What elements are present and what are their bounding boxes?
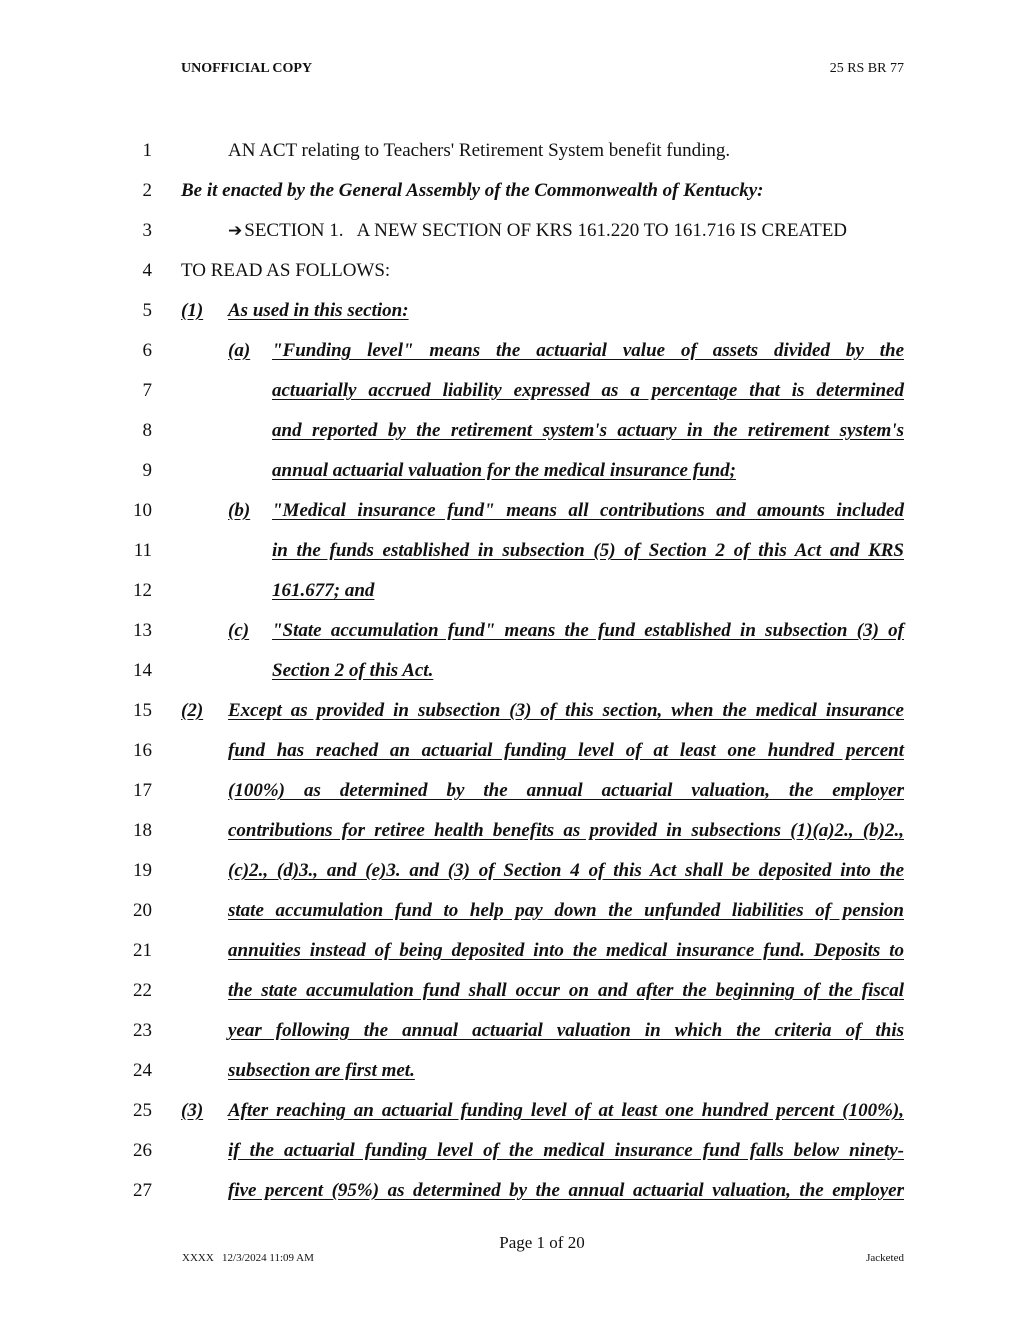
line-text: (c)2., (d)3., and (e)3. and (3) of Section 4 of this Act shall be deposited into the <box>228 860 904 881</box>
line-number: 15 <box>133 700 152 721</box>
line-number: 22 <box>133 980 152 1001</box>
line-number: 1 <box>142 140 152 161</box>
line-number: 20 <box>133 900 152 921</box>
line-number: 23 <box>133 1020 152 1041</box>
line-number: 19 <box>133 860 152 881</box>
line-20 <box>0 897 1024 925</box>
line-number: 3 <box>142 220 152 241</box>
line-text: in the funds established in subsection (5) of Section 2 of this Act and KRS <box>272 540 904 561</box>
line-number: 27 <box>133 1180 152 1201</box>
line-25 <box>0 1097 1024 1125</box>
line-number: 7 <box>142 380 152 401</box>
line-number: 18 <box>133 820 152 841</box>
line-text: "Medical insurance fund" means all contributions and amounts included <box>272 500 904 521</box>
line-text: actuarially accrued liability expressed as a percentage that is determined <box>272 380 904 401</box>
line-1 <box>0 137 1024 165</box>
line-5 <box>0 297 1024 325</box>
line-text: fund has reached an actuarial funding level of at least one hundred percent <box>228 740 904 761</box>
line-number: 8 <box>142 420 152 441</box>
line-text: Except as provided in subsection (3) of this section, when the medical insurance <box>228 700 904 721</box>
line-text: year following the annual actuarial valuation in which the criteria of this <box>228 1020 904 1041</box>
subsection-label: (3) <box>181 1100 204 1121</box>
arrow-right-icon: ➔ <box>228 221 243 241</box>
line-27 <box>0 1177 1024 1205</box>
line-number: 26 <box>133 1140 152 1161</box>
line-7 <box>0 377 1024 405</box>
header-right: 25 RS BR 77 <box>829 61 904 76</box>
line-number: 9 <box>142 460 152 481</box>
line-24 <box>0 1057 1024 1085</box>
line-number: 16 <box>133 740 152 761</box>
footer-right: Jacketed <box>866 1252 904 1264</box>
section-heading: ➔ SECTION 1. A NEW SECTION OF KRS 161.220 TO 161.716 IS CREATED <box>228 220 848 241</box>
line-number: 2 <box>142 180 152 201</box>
line-11 <box>0 537 1024 565</box>
line-text: 161.677; and <box>272 580 375 601</box>
line-text: and reported by the retirement system's actuary in the retirement system's <box>272 420 904 441</box>
line-number: 24 <box>133 1060 152 1081</box>
line-text: if the actuarial funding level of the medical insurance fund falls below ninety- <box>228 1140 904 1161</box>
line-number: 17 <box>133 780 152 801</box>
line-number: 25 <box>133 1100 152 1121</box>
line-3 <box>0 217 1024 245</box>
paragraph-label: (b) <box>228 500 251 521</box>
subsection-label: (2) <box>181 700 204 721</box>
line-10 <box>0 497 1024 525</box>
line-15 <box>0 697 1024 725</box>
line-text: AN ACT relating to Teachers' Retirement System benefit funding. <box>228 140 731 161</box>
line-19 <box>0 857 1024 885</box>
subsection-label: (1) <box>181 300 204 321</box>
line-22 <box>0 977 1024 1005</box>
line-text: annuities instead of being deposited into the medical insurance fund. Deposits to <box>228 940 904 961</box>
line-text: TO READ AS FOLLOWS: <box>181 260 391 281</box>
line-12 <box>0 577 1024 605</box>
line-text: five percent (95%) as determined by the annual actuarial valuation, the employer <box>228 1180 904 1201</box>
line-text: annual actuarial valuation for the medical insurance fund; <box>272 460 736 481</box>
line-8 <box>0 417 1024 445</box>
line-text: Section 2 of this Act. <box>272 660 434 681</box>
paragraph-label: (c) <box>228 620 250 641</box>
paragraph-label: (a) <box>228 340 251 361</box>
line-26 <box>0 1137 1024 1165</box>
line-number: 21 <box>133 940 152 961</box>
line-2 <box>0 177 1024 205</box>
line-text: As used in this section: <box>228 300 409 321</box>
line-4 <box>0 257 1024 285</box>
line-17 <box>0 777 1024 805</box>
line-text: contributions for retiree health benefits as provided in subsections (1)(a)2., (b)2., <box>228 820 904 841</box>
line-number: 11 <box>133 540 152 561</box>
line-text: After reaching an actuarial funding level of at least one hundred percent (100%), <box>228 1100 904 1121</box>
line-text: "Funding level" means the actuarial value of assets divided by the <box>272 340 904 361</box>
line-text: (100%) as determined by the annual actuarial valuation, the employer <box>228 780 904 801</box>
line-text: subsection are first met. <box>228 1060 415 1081</box>
page-number: Page 1 of 20 <box>499 1233 585 1252</box>
line-14 <box>0 657 1024 685</box>
line-6 <box>0 337 1024 365</box>
footer-left: XXXX 12/3/2024 11:09 AM <box>182 1252 314 1264</box>
line-text: "State accumulation fund" means the fund established in subsection (3) of <box>272 620 904 641</box>
line-13 <box>0 617 1024 645</box>
line-text: state accumulation fund to help pay down the unfunded liabilities of pension <box>228 900 904 921</box>
line-number: 10 <box>133 500 152 521</box>
header-left: UNOFFICIAL COPY <box>181 61 313 76</box>
line-number: 5 <box>142 300 152 321</box>
line-number: 13 <box>133 620 152 641</box>
line-number: 4 <box>142 260 152 281</box>
line-number: 12 <box>133 580 152 601</box>
line-16 <box>0 737 1024 765</box>
line-text: the state accumulation fund shall occur on and after the beginning of the fiscal <box>228 980 904 1001</box>
line-18 <box>0 817 1024 845</box>
line-23 <box>0 1017 1024 1045</box>
line-9 <box>0 457 1024 485</box>
enacting-clause: Be it enacted by the General Assembly of the Commonwealth of Kentucky: <box>181 180 764 201</box>
line-21 <box>0 937 1024 965</box>
line-number: 6 <box>142 340 152 361</box>
line-number: 14 <box>133 660 152 681</box>
